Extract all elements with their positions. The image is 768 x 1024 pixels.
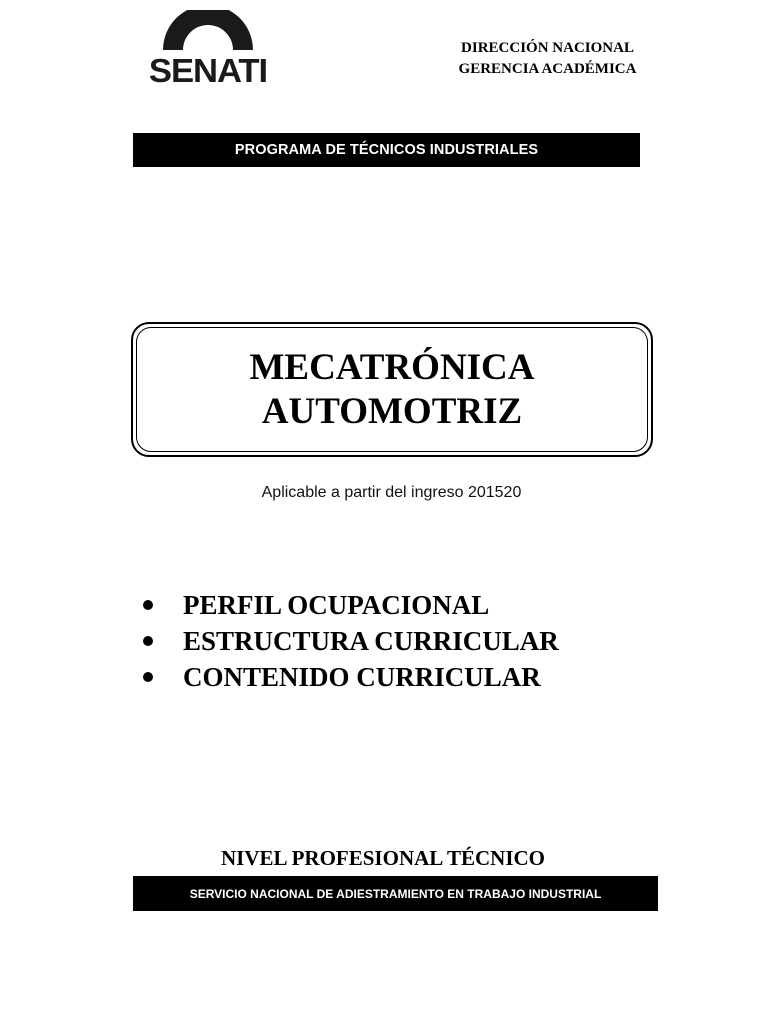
program-banner	[133, 133, 640, 167]
header-line-direccion: DIRECCIÓN NACIONAL	[461, 40, 634, 56]
applicable-note: Aplicable a partir del ingreso 201520	[261, 484, 522, 501]
bullet-icon	[143, 600, 153, 610]
header-institution	[430, 38, 665, 80]
senati-logo	[133, 10, 283, 85]
footer-banner	[133, 876, 658, 911]
contents-list	[136, 587, 559, 695]
program-banner-text: PROGRAMA DE TÉCNICOS INDUSTRIALES	[234, 142, 539, 158]
svg-text:SENATI: SENATI	[148, 52, 268, 85]
title-box-inner	[136, 327, 648, 452]
list-item	[136, 659, 559, 695]
title-line-1: MECATRÓNICA	[249, 346, 535, 388]
gear-icon	[133, 10, 283, 85]
bullet-icon	[143, 672, 153, 682]
header-line-gerencia: GERENCIA ACADÉMICA	[458, 61, 637, 77]
level-heading: NIVEL PROFESIONAL TÉCNICO	[220, 846, 546, 870]
title-line-2: AUTOMOTRIZ	[261, 390, 523, 432]
list-item-label: CONTENIDO CURRICULAR	[183, 661, 541, 692]
footer-banner-text: SERVICIO NACIONAL DE ADIESTRAMIENTO EN TRABAJO INDUSTRIAL	[189, 886, 602, 901]
list-item	[136, 623, 559, 659]
list-item-label: PERFIL OCUPACIONAL	[183, 589, 490, 620]
bullet-icon	[143, 636, 153, 646]
list-item	[136, 587, 559, 623]
list-item-label: ESTRUCTURA CURRICULAR	[183, 625, 559, 656]
title-box	[131, 322, 653, 457]
